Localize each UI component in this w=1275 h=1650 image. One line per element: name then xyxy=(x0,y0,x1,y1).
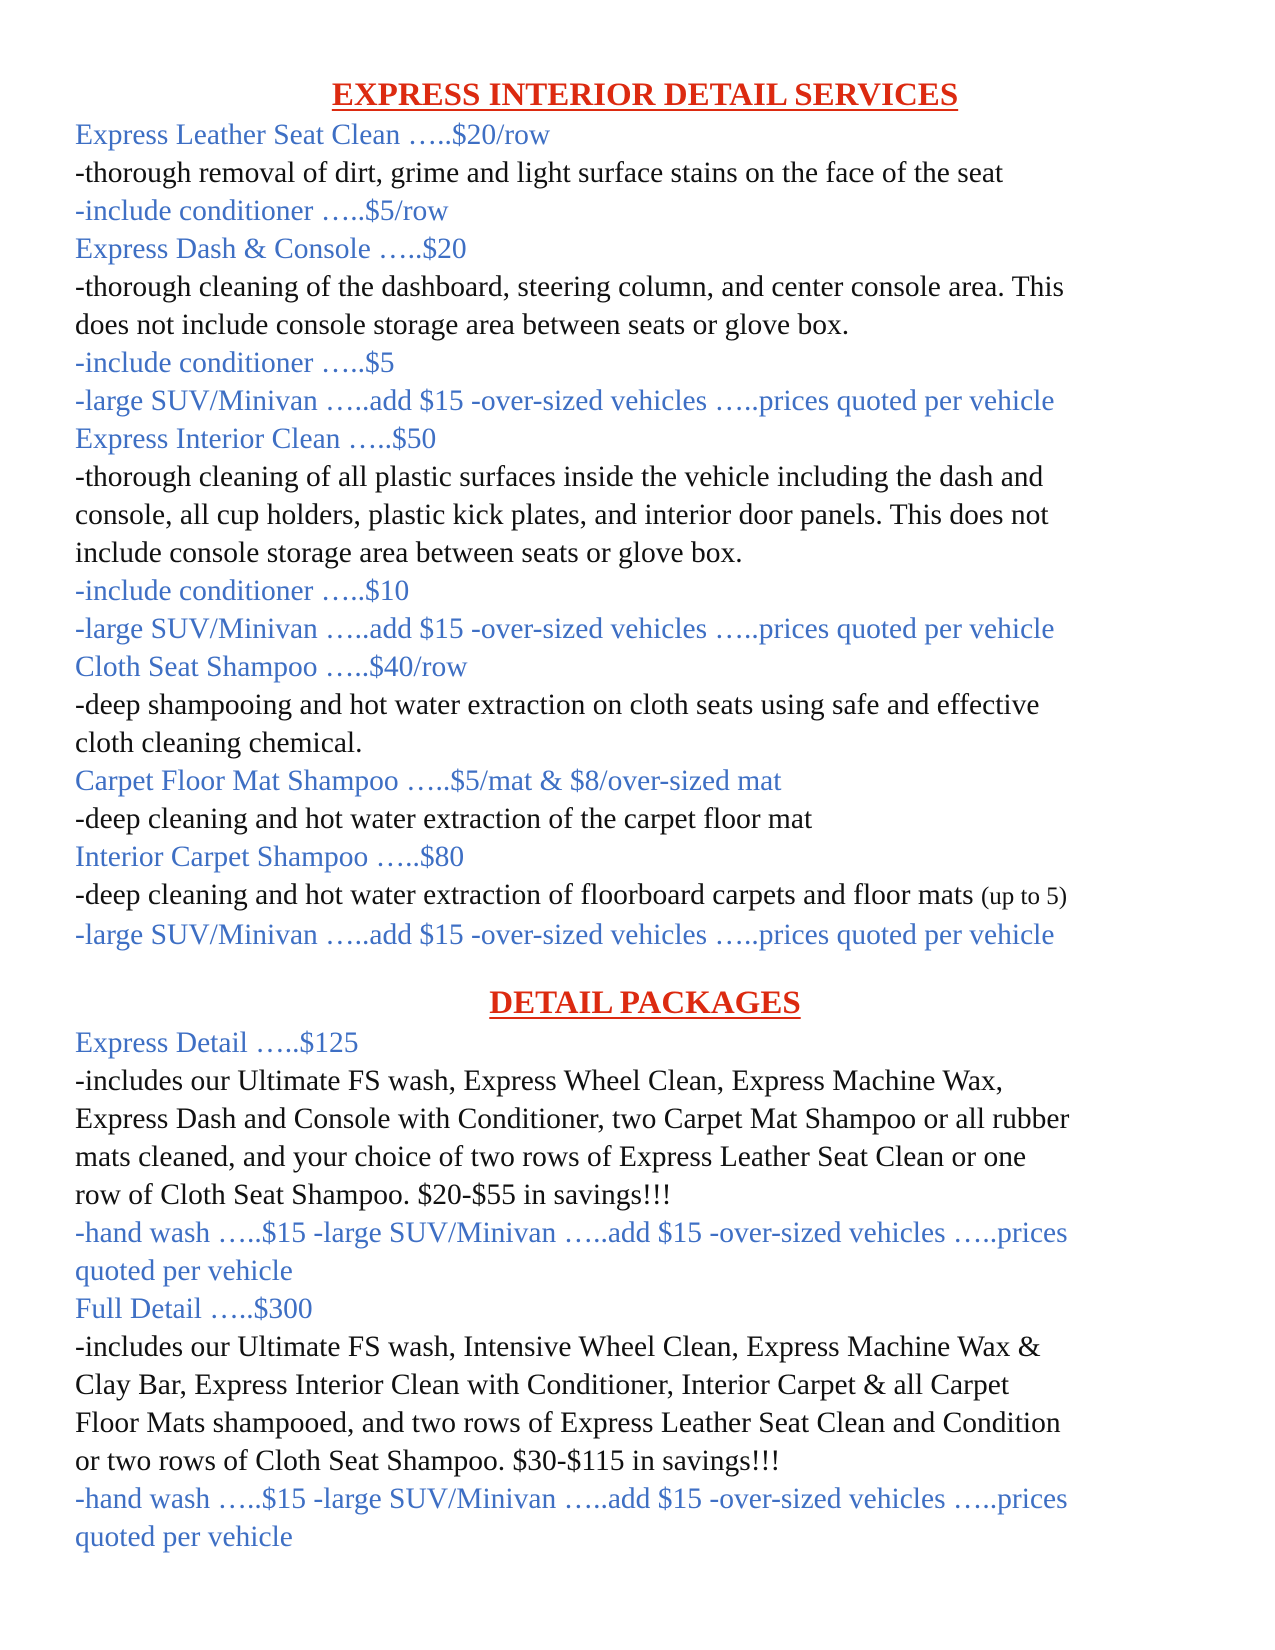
leather-seat-conditioner-addon: -include conditioner …..$5/row xyxy=(75,195,449,227)
express-detail-addon-line: quoted per vehicle xyxy=(75,1255,293,1287)
express-detail-addon-line: -hand wash …..$15 -large SUV/Minivan …..add $15 -over-sized vehicles …..prices xyxy=(75,1217,1068,1249)
full-detail-description-line: Floor Mats shampooed, and two rows of Express Leather Seat Clean and Condition xyxy=(75,1407,1061,1439)
interior-carpet-description-note: (up to 5) xyxy=(980,883,1068,910)
express-detail-description-line: row of Cloth Seat Shampoo. $20-$55 in savings!!! xyxy=(75,1179,672,1211)
dash-console-conditioner-addon: -include conditioner …..$5 xyxy=(75,347,395,379)
full-detail-addon-line: -hand wash …..$15 -large SUV/Minivan …..add $15 -over-sized vehicles …..prices xyxy=(75,1483,1068,1515)
leather-seat-service-description: -thorough removal of dirt, grime and light surface stains on the face of the seat xyxy=(75,157,1004,189)
express-detail-description-line: -includes our Ultimate FS wash, Express Wheel Clean, Express Machine Wax, xyxy=(75,1065,1004,1097)
interior-clean-description-line: -thorough cleaning of all plastic surfaces inside the vehicle including the dash and xyxy=(75,461,1044,493)
floor-mat-service-name: Carpet Floor Mat Shampoo …..$5/mat & $8/over-sized mat xyxy=(75,765,782,797)
interior-services-section xyxy=(75,74,1215,954)
interior-clean-conditioner-addon: -include conditioner …..$10 xyxy=(75,575,410,607)
full-detail-description-line: Clay Bar, Express Interior Clean with Conditioner, Interior Carpet & all Carpet xyxy=(75,1369,1010,1401)
cloth-seat-description-line: -deep shampooing and hot water extraction on cloth seats using safe and effective xyxy=(75,689,1040,721)
dash-console-description-line: -thorough cleaning of the dashboard, steering column, and center console area. This xyxy=(75,271,1065,303)
detail-packages-heading: DETAIL PACKAGES xyxy=(489,985,801,1021)
cloth-seat-description-line: cloth cleaning chemical. xyxy=(75,727,363,759)
floor-mat-description: -deep cleaning and hot water extraction of the carpet floor mat xyxy=(75,803,813,835)
detail-packages-section xyxy=(75,982,1215,1556)
leather-seat-service-name: Express Leather Seat Clean …..$20/row xyxy=(75,119,551,151)
dash-console-service-name: Express Dash & Console …..$20 xyxy=(75,233,467,265)
express-detail-description-line: mats cleaned, and your choice of two rows of Express Leather Seat Clean or one xyxy=(75,1141,1027,1173)
interior-carpet-vehicle-size-addon: -large SUV/Minivan …..add $15 -over-sized vehicles …..prices quoted per vehicle xyxy=(75,919,1055,951)
interior-clean-vehicle-size-addon: -large SUV/Minivan …..add $15 -over-sized vehicles …..prices quoted per vehicle xyxy=(75,613,1055,645)
interior-clean-service-name: Express Interior Clean …..$50 xyxy=(75,423,437,455)
interior-carpet-service-name: Interior Carpet Shampoo …..$80 xyxy=(75,841,465,873)
express-detail-description-line: Express Dash and Console with Conditioner, two Carpet Mat Shampoo or all rubber xyxy=(75,1103,1070,1135)
interior-services-heading: EXPRESS INTERIOR DETAIL SERVICES xyxy=(331,77,959,113)
full-detail-description-line: or two rows of Cloth Seat Shampoo. $30-$115 in savings!!! xyxy=(75,1445,781,1477)
dash-console-vehicle-size-addon: -large SUV/Minivan …..add $15 -over-sized vehicles …..prices quoted per vehicle xyxy=(75,385,1055,417)
cloth-seat-service-name: Cloth Seat Shampoo …..$40/row xyxy=(75,651,468,683)
express-detail-package-name: Express Detail …..$125 xyxy=(75,1027,359,1059)
interior-carpet-description-main: -deep cleaning and hot water extraction of floorboard carpets and floor mats xyxy=(75,879,981,911)
interior-clean-description-line: console, all cup holders, plastic kick plates, and interior door panels. This does not xyxy=(75,499,1049,531)
interior-clean-description-line: include console storage area between seats or glove box. xyxy=(75,537,743,569)
full-detail-description-line: -includes our Ultimate FS wash, Intensive Wheel Clean, Express Machine Wax & xyxy=(75,1331,1041,1363)
full-detail-package-name: Full Detail …..$300 xyxy=(75,1293,313,1325)
dash-console-description-line: does not include console storage area between seats or glove box. xyxy=(75,309,850,341)
full-detail-addon-line: quoted per vehicle xyxy=(75,1521,293,1553)
interior-carpet-description xyxy=(75,876,1215,916)
